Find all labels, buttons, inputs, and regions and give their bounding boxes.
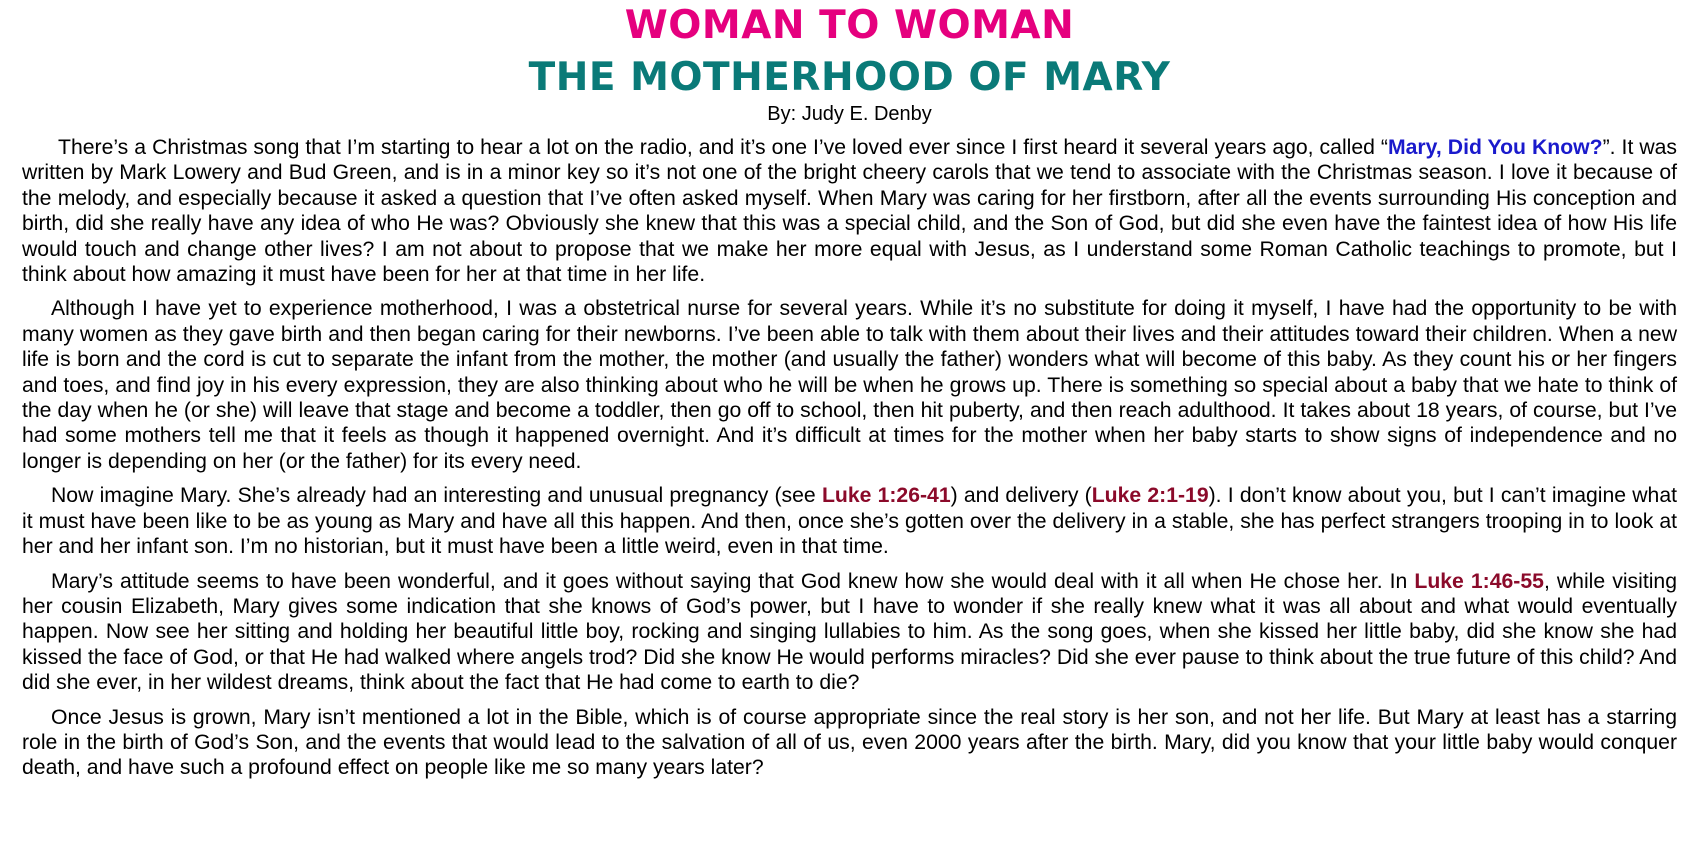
paragraph-3-text-c: ). I don’t know about you, but I can’t imagine what it must have been like to be as young as Mary and have all this happen. And then, once she’s gotten over the delivery in a stable, she has perfect strangers trooping in to look at her and her infant son. I’m no historian, but it must have been a little weird, even in that time. [22, 484, 1678, 559]
paragraph-1-text-b: ”. It was written by Mark Lowery and Bud Green, and is in a minor key so it’s not one of the bright cheery carols that we tend to associate with the Christmas season. I love it because of the melody, and especially because it asked a question that I’ve often asked myself. When Mary was caring for her firstborn, after all the events surrounding His conception and birth, did she really have any idea of who He was? Obviously she knew that this was a special child, and the Son of God, but did she even have the faintest idea of how His life would touch and change other lives? I am not about to propose that we make her more equal with Jesus, as I understand some Roman Catholic teachings to promote, but I think about how amazing it must have been for her at that time in her life. [22, 136, 1678, 287]
paragraph-4-text-b: , while visiting her cousin Elizabeth, Mary gives some indication that she knows of God’s power, but I have to wonder if she really knew what it was all about and what would eventually happen. Now see her sitting and holding her beautiful little boy, rocking and singing lullabies to him. As the song goes, when she kissed her little baby, did she know she had kissed the face of God, or that He had walked where angels trod? Did she know He would performs miracles? Did she ever pause to think about the true future of this child? And did she ever, in her wildest dreams, think about the fact that He had come to earth to die? [22, 569, 1677, 695]
paragraph-2: Although I have yet to experience motherhood, I was a obstetrical nurse for several years. While it’s no substitute for doing it myself, I have had the opportunity to be with many women as they gave birth and then began caring for their newborns. I’ve been able to talk with them about their lives and their attitudes toward their children. When a new life is born and the cord is cut to separate the infant from the mother, the mother (and usually the father) wonders what will become of this baby. As they count his or her fingers and toes, and find joy in his every expression, they are also thinking about who he will be when he grows up. There is something so special about a baby that we hate to think of the day when he (or she) will leave that stage and become a toddler, then go off to school, then hit puberty, and then reach adulthood. It takes about 18 years, of course, but I’ve had some mothers tell me that it feels as though it happened overnight. And it’s difficult at times for the mother when her baby starts to show signs of independence and no longer is depending on her (or the father) for its every need. [22, 297, 1677, 473]
article-title: WOMAN TO WOMAN [624, 3, 1075, 48]
paragraph-3-text-a: Now imagine Mary. She’s already had an interesting and unusual pregnancy (see [51, 484, 822, 508]
scripture-ref-luke-2-1-19[interactable]: Luke 2:1-19 [1091, 484, 1209, 508]
paragraph-1 [22, 135, 1677, 287]
song-title-link[interactable]: Mary, Did You Know? [1388, 136, 1603, 159]
article [22, 0, 1677, 781]
paragraph-4-text-a: Mary’s attitude seems to have been wonderful, and it goes without saying that God knew how she would deal with it all when He chose her. In [51, 569, 1415, 593]
scripture-ref-luke-1-46-55[interactable]: Luke 1:46-55 [1414, 569, 1544, 593]
scripture-ref-luke-1-26-41[interactable]: Luke 1:26-41 [821, 484, 951, 508]
paragraph-1-text-a: There’s a Christmas song that I’m starting to hear a lot on the radio, and it’s one I’ve loved ever since I first heard it several years ago, called “ [58, 136, 1388, 159]
paragraph-3-text-b: ) and delivery ( [950, 484, 1092, 508]
paragraph-4 [22, 569, 1677, 696]
article-subtitle: THE MOTHERHOOD OF MARY [528, 55, 1171, 100]
byline: By: Judy E. Denby [767, 103, 932, 125]
paragraph-3 [22, 483, 1677, 559]
paragraph-5: Once Jesus is grown, Mary isn’t mentioned a lot in the Bible, which is of course appropriate since the real story is her son, and not her life. But Mary at least has a starring role in the birth of God’s Son, and the events that would lead to the salvation of all of us, even 2000 years after the birth. Mary, did you know that your little baby would conquer death, and have such a profound effect on people like me so many years later? [22, 705, 1677, 780]
